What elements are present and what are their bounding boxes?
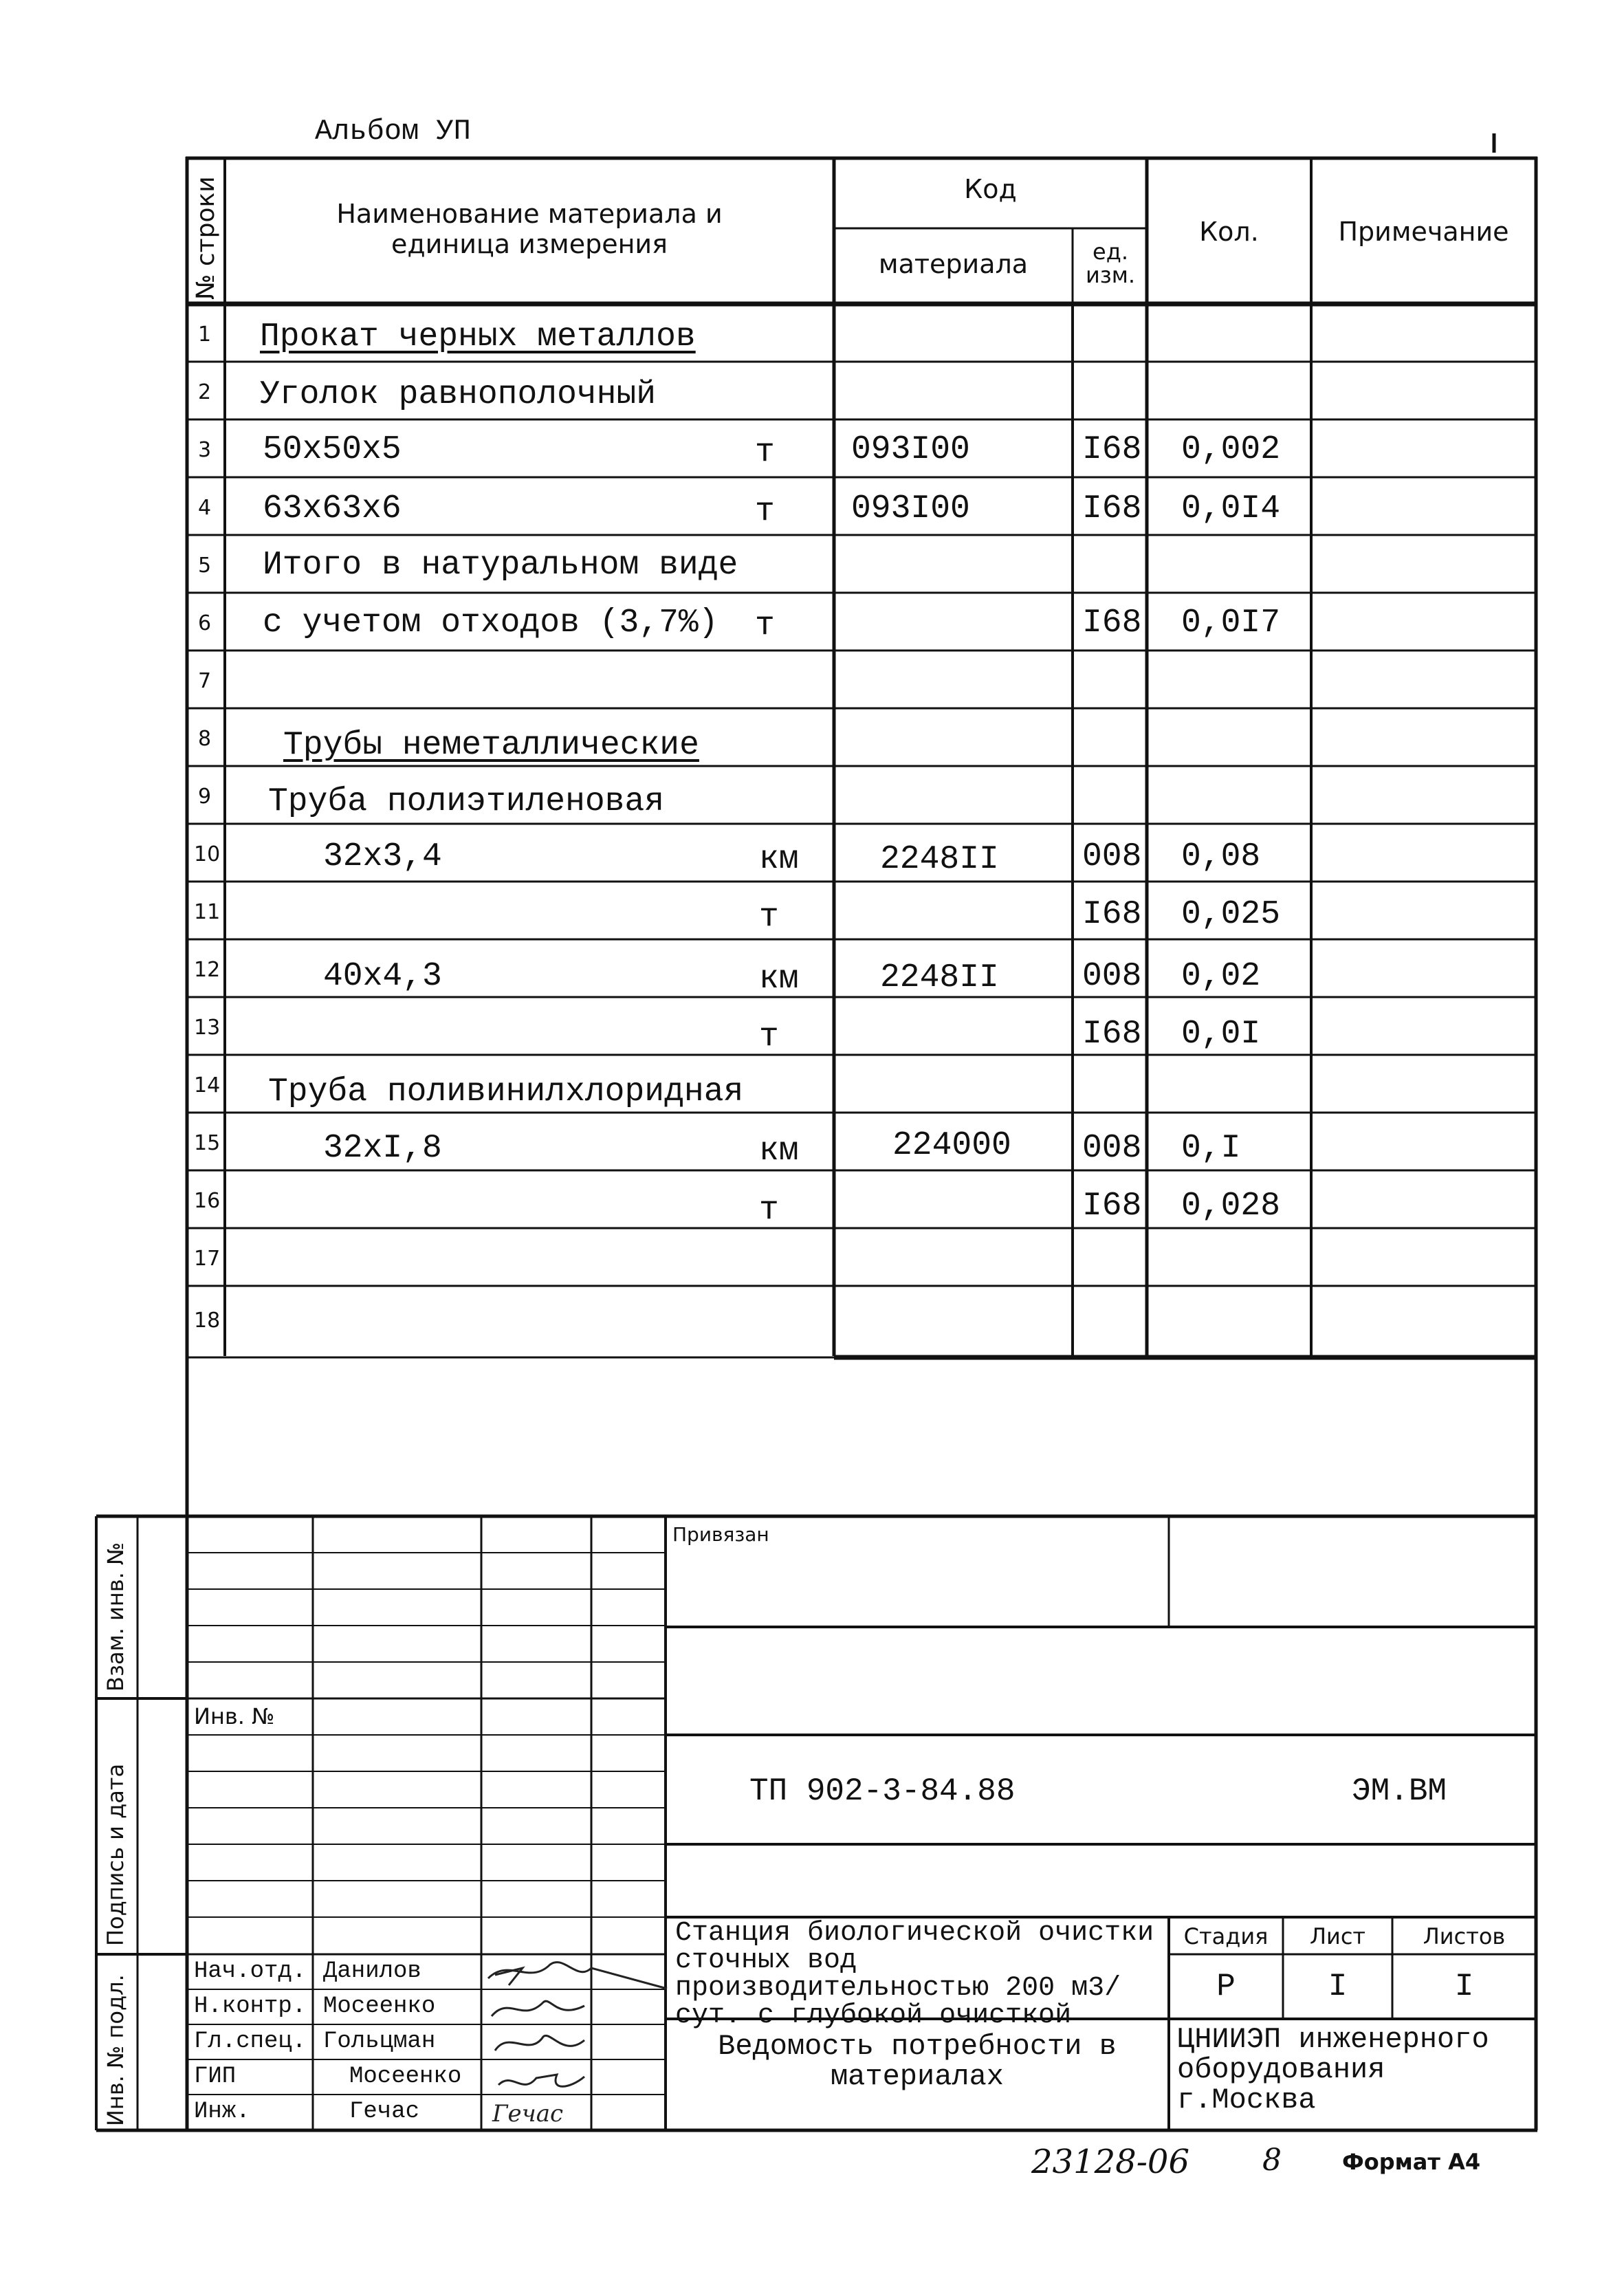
- stage-label: Стадия: [1183, 1923, 1269, 1949]
- material-size: 50x50x5: [263, 431, 402, 468]
- unit: км: [759, 841, 799, 878]
- side-label-inv-no-original: Инв. № подл.: [102, 1974, 129, 2126]
- header-note: Примечание: [1338, 217, 1509, 247]
- sheet-label: Лист: [1309, 1923, 1366, 1949]
- unit: км: [759, 961, 799, 998]
- side-label-vzam-inv: Взам. инв. №: [102, 1542, 129, 1692]
- header-code: Код: [964, 174, 1017, 204]
- person-name: Данилов: [323, 1958, 421, 1985]
- unit-code: I68: [1082, 1016, 1142, 1053]
- header-quantity: Кол.: [1199, 217, 1259, 247]
- material-code: 093I00: [851, 431, 970, 468]
- row-number: 12: [194, 958, 221, 982]
- row-number: 13: [194, 1016, 221, 1040]
- side-label-signature-date: Подпись и дата: [102, 1763, 129, 1946]
- section-heading: Прокат черных металлов: [260, 318, 696, 356]
- unit: т: [755, 607, 775, 644]
- material-size: 63x63x6: [263, 490, 402, 527]
- row-number: 11: [194, 900, 221, 924]
- quantity: 0,0I4: [1181, 490, 1281, 527]
- row-number: 3: [198, 438, 212, 462]
- material-code: 2248II: [880, 841, 999, 878]
- unit: т: [759, 899, 779, 936]
- quantity: 0,02: [1181, 958, 1261, 995]
- quantity: 0,0I: [1181, 1016, 1261, 1053]
- header-material-name: Наименование материала и единица измерения: [336, 199, 723, 259]
- material-size: 32xI,8: [323, 1130, 442, 1167]
- row-number: 4: [198, 496, 212, 520]
- row-number: 14: [194, 1073, 221, 1097]
- document-code: ЭМ.ВМ: [1352, 1773, 1447, 1809]
- header-code-unit: ед. изм.: [1085, 239, 1136, 288]
- row-number: 17: [194, 1247, 221, 1271]
- quantity: 0,002: [1181, 431, 1281, 468]
- unit-code: I68: [1082, 490, 1142, 527]
- row-number: 8: [198, 727, 212, 751]
- sheets-label: Листов: [1423, 1923, 1506, 1949]
- album-title: Альбом УП: [315, 115, 471, 148]
- quantity: 0,025: [1181, 896, 1281, 933]
- unit: т: [759, 1018, 779, 1056]
- sheet-value: I: [1328, 1969, 1348, 2004]
- row-number: 2: [198, 380, 212, 404]
- unit: т: [755, 434, 775, 471]
- privyazan-label: Привязан: [672, 1523, 769, 1546]
- unit: т: [755, 493, 775, 530]
- row-number: 5: [198, 554, 212, 578]
- header-row-number: № строки: [192, 176, 220, 300]
- person-name: Мосеенко: [323, 1993, 436, 2020]
- inv-no-label: Инв. №: [194, 1703, 275, 1729]
- row-number: 6: [198, 611, 212, 635]
- organization: ЦНИИЭП инженерного оборудования г.Москва: [1177, 2023, 1489, 2117]
- person-name: Мосеенко: [349, 2064, 462, 2090]
- unit-code: I68: [1082, 896, 1142, 933]
- unit-code: 008: [1082, 1130, 1142, 1167]
- material-name: Итого в натуральном виде: [263, 547, 738, 584]
- quantity: 0,028: [1181, 1188, 1281, 1225]
- sheet-title: Ведомость потребности в материалах: [718, 2030, 1117, 2094]
- quantity: 0,I: [1181, 1130, 1241, 1167]
- unit: км: [759, 1133, 799, 1170]
- material-size: 32x3,4: [323, 838, 442, 875]
- format-label: Формат А4: [1342, 2149, 1481, 2175]
- unit-code: I68: [1082, 604, 1142, 642]
- quantity: 0,08: [1181, 838, 1261, 875]
- material-code: 224000: [892, 1127, 1011, 1164]
- material-name: Труба полиэтиленовая: [268, 783, 665, 820]
- sheets-value: I: [1454, 1969, 1474, 2004]
- row-number: 1: [198, 322, 212, 347]
- row-number: 7: [198, 669, 212, 693]
- person-name: Гечас: [349, 2099, 420, 2125]
- material-name: Уголок равнополочный: [260, 376, 657, 413]
- material-code: 093I00: [851, 490, 970, 527]
- role-label: ГИП: [194, 2064, 237, 2090]
- unit: т: [759, 1192, 779, 1229]
- role-label: Нач.отд.: [194, 1958, 307, 1985]
- header-code-material: материала: [878, 249, 1029, 279]
- row-number: 18: [194, 1309, 221, 1333]
- section-heading: Трубы неметаллические: [283, 727, 699, 764]
- row-number: 9: [198, 785, 212, 809]
- role-label: Инж.: [194, 2099, 250, 2125]
- unit-code: I68: [1082, 1188, 1142, 1225]
- project-title: Станция биологической очистки сточных вод производительностью 200 м3/сут. с глубокой очисткой: [675, 1918, 1154, 2031]
- quantity: 0,0I7: [1181, 604, 1281, 642]
- document-number: ТП 902-3-84.88: [749, 1773, 1016, 1809]
- person-name: Гольцман: [323, 2029, 436, 2055]
- material-name: Труба поливинилхлоридная: [268, 1073, 744, 1111]
- unit-code: 008: [1082, 958, 1142, 995]
- page-number: 8: [1262, 2143, 1282, 2178]
- role-label: Н.контр.: [194, 1993, 307, 2020]
- unit-code: I68: [1082, 431, 1142, 468]
- material-code: 2248II: [880, 959, 999, 996]
- archive-number: 23128-06: [1031, 2143, 1189, 2181]
- row-number: 16: [194, 1189, 221, 1213]
- row-number: 15: [194, 1131, 221, 1155]
- material-name: с учетом отходов (3,7%): [263, 604, 718, 642]
- unit-code: 008: [1082, 838, 1142, 875]
- signature-gechas: Гечас: [492, 2100, 564, 2128]
- role-label: Гл.спец.: [194, 2029, 307, 2055]
- material-size: 40x4,3: [323, 958, 442, 995]
- row-number: 10: [194, 842, 221, 866]
- stage-value: Р: [1216, 1969, 1236, 2004]
